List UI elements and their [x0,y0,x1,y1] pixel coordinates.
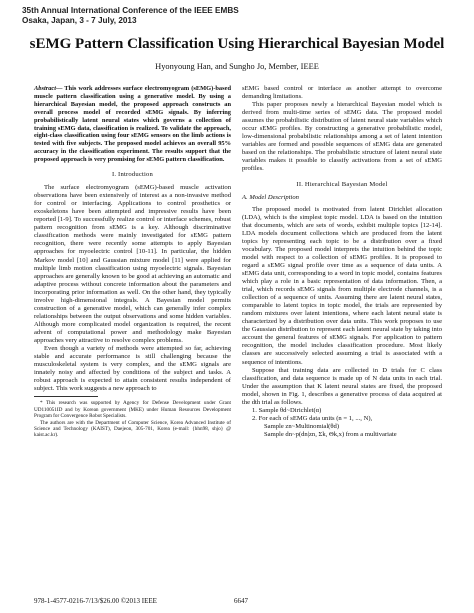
process-step-2: 2. For each of sEMG data units (n = 1, ..., N), [252,414,373,422]
footer-isbn: 978-1-4577-0216-7/13/$26.00 ©2013 IEEE [34,597,157,605]
footnote-divider [34,396,98,397]
abstract [34,85,231,164]
process-step-2a: Sample zn~Multinomial(θd) [264,423,340,431]
left-column [34,85,231,439]
model-paragraph-1: The proposed model is motivated from latent Dirichlet allocation (LDA), which is the simplest topic model. LDA is based on the intuition that documents, which are sets of words, exhibit multiple topics [12-14]. LDA models document collections which are produced from the latent topics by representing each topic to be a distribution over a fixed vocabulary. The proposed model interprets the intuition behind the topic model with respect to a collection of sEMG profiles. It is proposed to regard a sEMG signal profile over time as a sequence of data units. A sEMG data unit, corresponding to a word in topic model, contains features which play a role in a basic representation of data information. Then, a trial, which records sEMG signals from multiple electrode channels, is a collection of a sequence of units. Assuming there are latent neural states, comparable to latent topics in topic model, the trials are represented by random mixtures over latent intentions, where each latent neural state is characterized by a distribution over data units. This work proposes to use the Gaussian distribution to represent each latent neural state by taking into account the general features of sEMG signals. For application to pattern recognition, the model includes classification procedure. Most likely classes are successively selected assuming a trial is associated with a sequence of intentions. [242,205,442,366]
footnote-affiliation: The authors are with the Department of Computer Science, Korea Advanced Institute of Science and Technology (KAIST), Daejeon, 305-701, Korea (e-mail: {hhn98, shjo} @ kaist.ac.kr). [34,419,231,439]
footnote-funding: * This research was supported by Agency for Defense Development under Grant UD110051ID and by Korean government (MKE) under Human Resources Development Program for Convergence Robot Specialists. [34,400,231,420]
section-heading-hierarchical-bayesian-model: II. Hierarchical Bayesian Model [296,180,388,188]
right-column [242,85,442,440]
abstract-text: — This work addresses surface electromyogram (sEMG)-based muscle pattern classification using a generative model. By using a hierarchical Bayesian model, the proposed approach constructs an overall process model of recorded sEMG signals. By inferring probabilistically latent neural states which governs a collection of training sEMG data, classification is realized. To validate the approach, eight-class classification using four sEMG sensors on the limb actions is tested with five subjects. The proposed model achieves an overall 95% accuracy in the classification experiment. The results support that the proposed approach is very promising for sEMG pattern classification. [34,85,231,164]
model-paragraph-2: Suppose that training data are collected in D trials for C class classification, and data sequence is made up of N data units in each trial. Under the assumption that K latent neural states are fixed, the proposed model, shown in Fig. 1, describes a generative process of data acquired at the dth trial as follows. [242,366,442,406]
intro-paragraph-2: Even though a variety of methods were attempted so far, achieving stable and accurate performance is still challenging because the musculoskeletal system is very complex, and the sEMG signals are innately noisy and affected by conditions of the subject and tasks. A robust approach is expected to attain consistent results independent of subject. This work suggests a new approach to [34,345,231,393]
right-paragraph-proposal: This paper proposes newly a hierarchical Bayesian model which is derived from multi-time series of sEMG data. The proposed model assumes the probabilistic distribution of latent neural state variables which occur sEMG profiles. By constructing a generative probabilistic model, low-dimensional probabilistic relationships among a set of latent intention variables are formed and possible sequences of sEMG data are generated based on the relationships. The probabilistic structure of latent neural state variables makes it possible to classify activations from a set of sEMG profiles. [242,101,442,173]
subsection-heading-model-description: A. Model Description [242,193,299,201]
section-heading-introduction: I. Introduction [111,171,154,179]
conference-header [22,6,239,25]
paper-title: sEMG Pattern Classification Using Hierarchical Bayesian Model [29,36,445,52]
paper-authors: Hyonyoung Han, and Sungho Jo, Member, IEEE [155,62,319,71]
footer-page-number: 6647 [234,597,248,605]
abstract-label: Abstract [34,85,57,92]
process-step-2b: Sample dn~p(dn|zn, Σk, Θk,x) from a multivariate [264,431,397,439]
process-step-1: 1. Sample θd~Dirichlet(α) [252,406,322,414]
conference-location-date: Osaka, Japan, 3 - 7 July, 2013 [22,15,137,25]
intro-paragraph-1: The surface electromyogram (sEMG)-based muscle activation observations have been extensively of interest as a non-invasive method for control or interfacing. Applications to control prosthetics or exoskeletons have been attempted and impressive results have been reported [1-9]. To successfully realize control or interface schemes, robust pattern recognition from sEMG is a key. Although discriminative classification methods were mainly investigated for sEMG pattern recognition, there were recently some attempts to apply Bayesian approaches for myoelectric control [10-11]. In particular, the hidden Markov model [10] and Gaussian mixture model [11] were applied for multiple limb motion classification using myoelectric signals. Bayesian approaches are generally known to be good at achieving an automatic and adaptive process without concrete information about the parameters and incorporating prior information as well. On the other hand, they typically involve high-dimensional integrals. A Bayesian model permits construction of a generative model, which can generally infer complex relationships between the output observations and some hidden variables. Although more complicated model organization is required, the recent advent of computational power and methodology make Bayesian approaches very attractive to resolve complex problems. [34,184,231,344]
conference-name: 35th Annual International Conference of the IEEE EMBS [22,6,239,15]
right-paragraph-continued: sEMG based control or interface as another attempt to overcome demanding limitations. [242,85,442,101]
